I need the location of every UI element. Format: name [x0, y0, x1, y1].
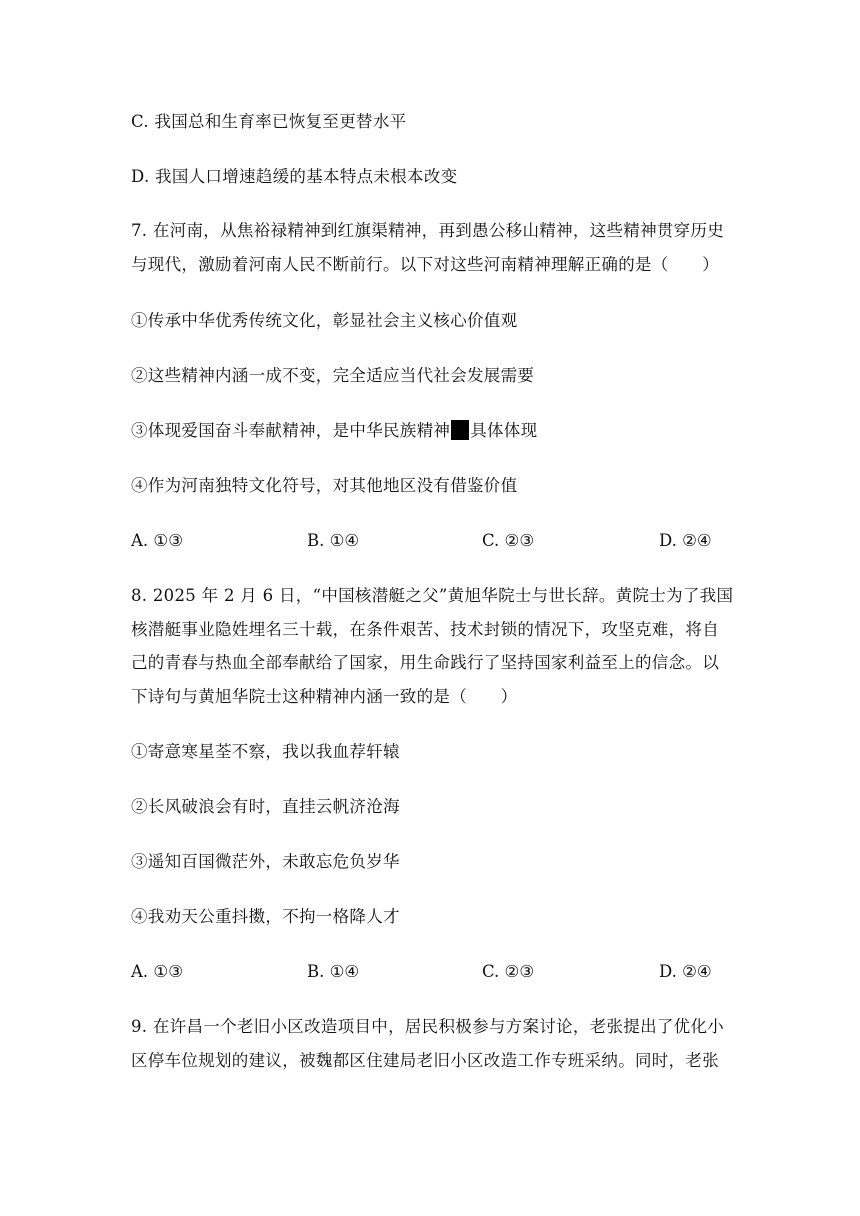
q8-stem-line-1: 8. 2025 年 2 月 6 日，“中国核潜艇之父”黄旭华院士与世长辞。黄院士为了我国	[131, 586, 734, 605]
q8-option-a: A. ①③	[131, 962, 183, 981]
q8-stem-line-3: 己的青春与热血全部奉献给了国家，用生命践行了坚持国家利益至上的信念。以	[131, 653, 719, 672]
q8-option-d: D. ②④	[659, 962, 712, 981]
redaction-block	[451, 420, 469, 440]
q9-stem-line-2: 区停车位规划的建议，被魏都区住建局老旧小区改造工作专班采纳。同时，老张	[131, 1051, 719, 1070]
q8-stem-line-2: 核潜艇事业隐姓埋名三十载，在条件艰苦、技术封锁的情况下，攻坚克难，将自	[131, 620, 719, 639]
q8-option-b: B. ①④	[307, 962, 360, 981]
q6-option-d: D. 我国人口增速趋缓的基本特点未根本改变	[131, 167, 458, 186]
q8-option-c: C. ②③	[482, 962, 535, 981]
q8-item-2: ②长风破浪会有时，直挂云帆济沧海	[131, 797, 400, 816]
q7-stem-line-1: 7. 在河南，从焦裕禄精神到红旗渠精神，再到愚公移山精神，这些精神贯穿历史	[131, 221, 725, 240]
q8-item-1: ①寄意寒星荃不察，我以我血荐轩辕	[131, 742, 400, 761]
q7-item-3	[131, 419, 741, 443]
q7-item-1: ①传承中华优秀传统文化，彰显社会主义核心价值观	[131, 311, 518, 330]
q7-item-4: ④作为河南独特文化符号，对其他地区没有借鉴价值	[131, 476, 518, 495]
q7-option-d: D. ②④	[659, 531, 712, 550]
q8-item-4: ④我劝天公重抖擞，不拘一格降人才	[131, 907, 400, 926]
q7-stem-line-2: 与现代，激励着河南人民不断前行。以下对这些河南精神理解正确的是（ ）	[131, 255, 719, 274]
q8-item-3: ③遥知百国微茫外，未敢忘危负岁华	[131, 852, 400, 871]
q7-item-3-text-before: ③体现爱国奋斗奉献精神，是中华民族精神	[131, 421, 451, 440]
q7-option-c: C. ②③	[482, 531, 535, 550]
q7-item-3-text-after: 具体体现	[470, 421, 538, 440]
q6-option-c: C. 我国总和生育率已恢复至更替水平	[131, 112, 407, 131]
q8-stem-line-4: 下诗句与黄旭华院士这种精神内涵一致的是（ ）	[131, 687, 518, 706]
q9-stem-line-1: 9. 在许昌一个老旧小区改造项目中，居民积极参与方案讨论，老张提出了优化小	[131, 1017, 725, 1036]
q7-option-b: B. ①④	[307, 531, 360, 550]
q7-option-a: A. ①③	[131, 531, 183, 550]
q7-item-2: ②这些精神内涵一成不变，完全适应当代社会发展需要	[131, 366, 535, 385]
